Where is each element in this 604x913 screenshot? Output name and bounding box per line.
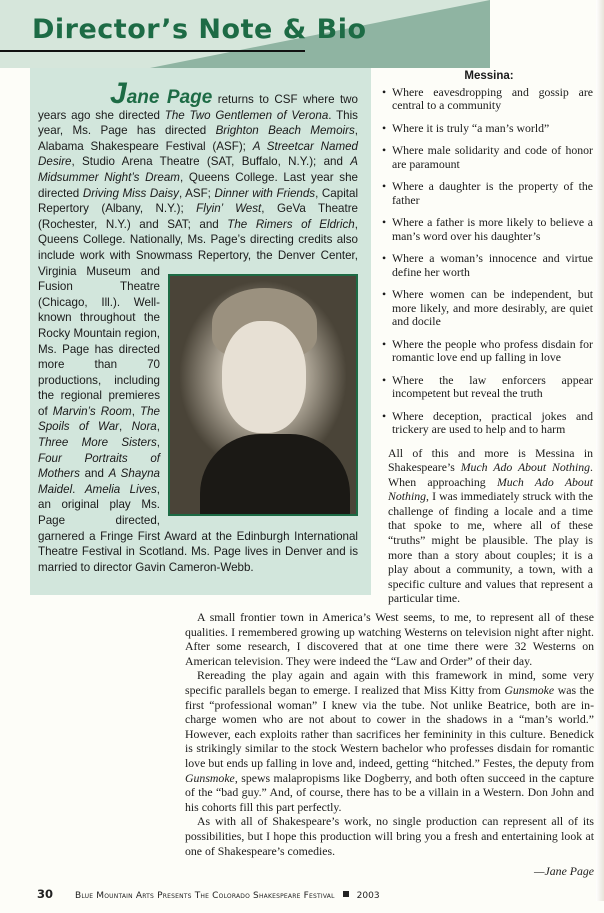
page-edge (596, 0, 604, 901)
publication-name: Blue Mountain Arts Presents The Colorado Shakespeare Festival (75, 890, 335, 901)
italic-title: The Spoils of War (38, 404, 160, 434)
text-run: , spews malapropisms like Dogberry, and both often succeed in the capture of the “bad guy.” And, of course, there has to be a villain in a Western. Don John and his cohorts fill this part perfectly. (185, 770, 594, 814)
director-photo (168, 274, 358, 516)
page-number: 30 (37, 886, 54, 901)
messina-summary (385, 446, 593, 607)
italic-title: Amelia Lives (84, 482, 157, 496)
messina-list-item: • Where male solidarity and code of honor are paramount (385, 144, 593, 171)
text-run: , Capital Repertory (Albany, N.Y.); (38, 186, 359, 216)
messina-list-item: • Where the people who profess disdain for romantic love end up falling in love (385, 338, 593, 365)
text-run: , (119, 420, 132, 434)
square-bullet-icon (343, 891, 349, 897)
italic-title: A Streetcar Named Desire (38, 139, 359, 169)
text-run: , (131, 404, 140, 418)
page-footer (37, 887, 604, 901)
italic-title: Flyin’ West (196, 202, 262, 216)
text-run: was the first “professional woman” I knew via the tube. Not unlike Beatrice, both are in-charge women who are not about to cower in the shadows in a “man’s world.” However, each exploits rather than sacrifices her femininity in this culture. Benedick is strikingly similar to the stock Western bachelor who professes disdain for romantic love but ends up falling in love and, indeed, getting “hitched.” Festes, the deputy from (185, 683, 594, 770)
italic-title: Driving Miss Daisy (82, 186, 179, 200)
text-run: than 70 productions, including the regional premieres of (38, 358, 160, 418)
italic-title: The Two Gentlemen of Verona (164, 108, 329, 122)
text-run: , Alabama Shakespeare Festival (ASF); (38, 124, 358, 153)
text-run: . When approaching (388, 460, 593, 489)
messina-list-item: • Where a father is more likely to believe a man’s word over his daughter’s (385, 216, 593, 243)
bio-name-rest: ane Page (126, 87, 213, 108)
italic-title: The Rimers of Eldrich (227, 217, 355, 231)
bio-panel (30, 68, 371, 595)
messina-list-item: • Where the law enforcers appear incompetent but reveal the truth (385, 374, 593, 401)
essay-paragraph (185, 668, 594, 814)
italic-title: Dinner with Friends (214, 186, 316, 200)
text-run: returns to CSF where two years ago she directed (38, 93, 358, 122)
text-run: , Studio Arena Theatre (SAT, Buffalo, N.Y.); and (71, 155, 351, 169)
text-run: , Queens College. Nationally, Ms. Page’s directing credits also include work with Snowmass Repertory, the Denver Center, Virginia Museum and Fusion Theatre (Chicago, Ill.). Well-known throughout the Rocky Mountain region, Ms. Page has directed more (38, 217, 358, 372)
text-run: , Queens College. Last year she directed (38, 170, 358, 200)
italic-title: Gunsmoke (185, 770, 235, 785)
italic-title: A Midsummer Night’s Dream (38, 155, 358, 184)
text-run: , ASF; (178, 186, 215, 200)
signature: —Jane Page (534, 864, 594, 879)
text-run: A small frontier town in America’s West seems, to me, to represent all of these qualities. I remembered growing up watching Westerns on television night after night. After some research, I discovered that at one time there were 32 Westerns on American television. They were indeed the “Law and Order” of their day. (185, 610, 594, 668)
text-run: As with all of Shakespeare’s work, no single production can represent all of its possibilities, but I hope this production will bring you a fresh and entertaining look at one of Shakespeare’s comedies. (185, 814, 594, 858)
messina-heading: Messina: (464, 70, 514, 82)
text-run: , I was immediately struck with the challenge of finding a locale and a time that spoke to me, where all of these “truths” might be plausible. The play is more than a story about couples; it is a play about a community, a town, with a specific culture and values that represent a particular time. (388, 489, 593, 606)
messina-list-item: • Where eavesdropping and gossip are central to a community (385, 86, 593, 113)
top-row (0, 68, 604, 606)
bio-name (110, 77, 213, 110)
text-run: All of this and more is Messina in Shakespeare’s (388, 445, 593, 475)
page-title: Director’s Note & Bio (32, 14, 367, 45)
messina-list-item: • Where deception, practical jokes and trickery are used to help and to harm (385, 410, 593, 437)
messina-list-item: • Where a daughter is the property of the father (385, 180, 593, 207)
italic-title: Nora (131, 420, 157, 434)
text-run: . This year, Ms. Page has directed (38, 108, 358, 138)
text-run: . (72, 482, 85, 496)
italic-title: Marvin’s Room (52, 404, 132, 418)
essay-paragraph (185, 610, 594, 668)
text-run: , GeVa Theatre (Rochester, N.Y.) and SAT; and (38, 202, 359, 231)
text-run: , an original play Ms. Page directed, garnered a Fringe First Award at the Edinburgh International Theatre Festival in Scotland. Ms. Page lives in Denver and is married to director Gavin Cameron-Webb. (38, 482, 358, 574)
italic-title: A Shayna Maidel (38, 467, 160, 496)
italic-title: Much Ado About Nothing (388, 474, 594, 504)
messina-list-item: • Where it is truly “a man’s world” (385, 122, 593, 136)
messina-list-item: • Where women can be independent, but more likely, and more desirably, are quiet and docile (385, 288, 593, 329)
essay-paragraph (185, 814, 594, 858)
bio-text (38, 77, 359, 575)
text-run: Rereading the play again and again with this framework in mind, some very specific parallels began to emerge. I realized that Miss Kitty from (185, 668, 594, 697)
messina-column (385, 68, 593, 606)
messina-list-item: • Where a woman’s innocence and virtue define her worth (385, 252, 593, 279)
messina-list (385, 86, 593, 437)
italic-title: Three More Sisters (38, 436, 157, 450)
text-run: , (156, 436, 160, 450)
drop-cap: J (110, 77, 127, 110)
footer-year: 2003 (356, 890, 380, 901)
italic-title: Much Ado About Nothing (460, 460, 591, 475)
italic-title: Gunsmoke (504, 683, 555, 697)
director-note (185, 610, 594, 879)
text-run: , (156, 420, 160, 434)
italic-title: Brighton Beach Memoirs (215, 124, 355, 138)
italic-title: Four Portraits of Mothers (38, 451, 160, 481)
text-run: and (79, 467, 109, 481)
